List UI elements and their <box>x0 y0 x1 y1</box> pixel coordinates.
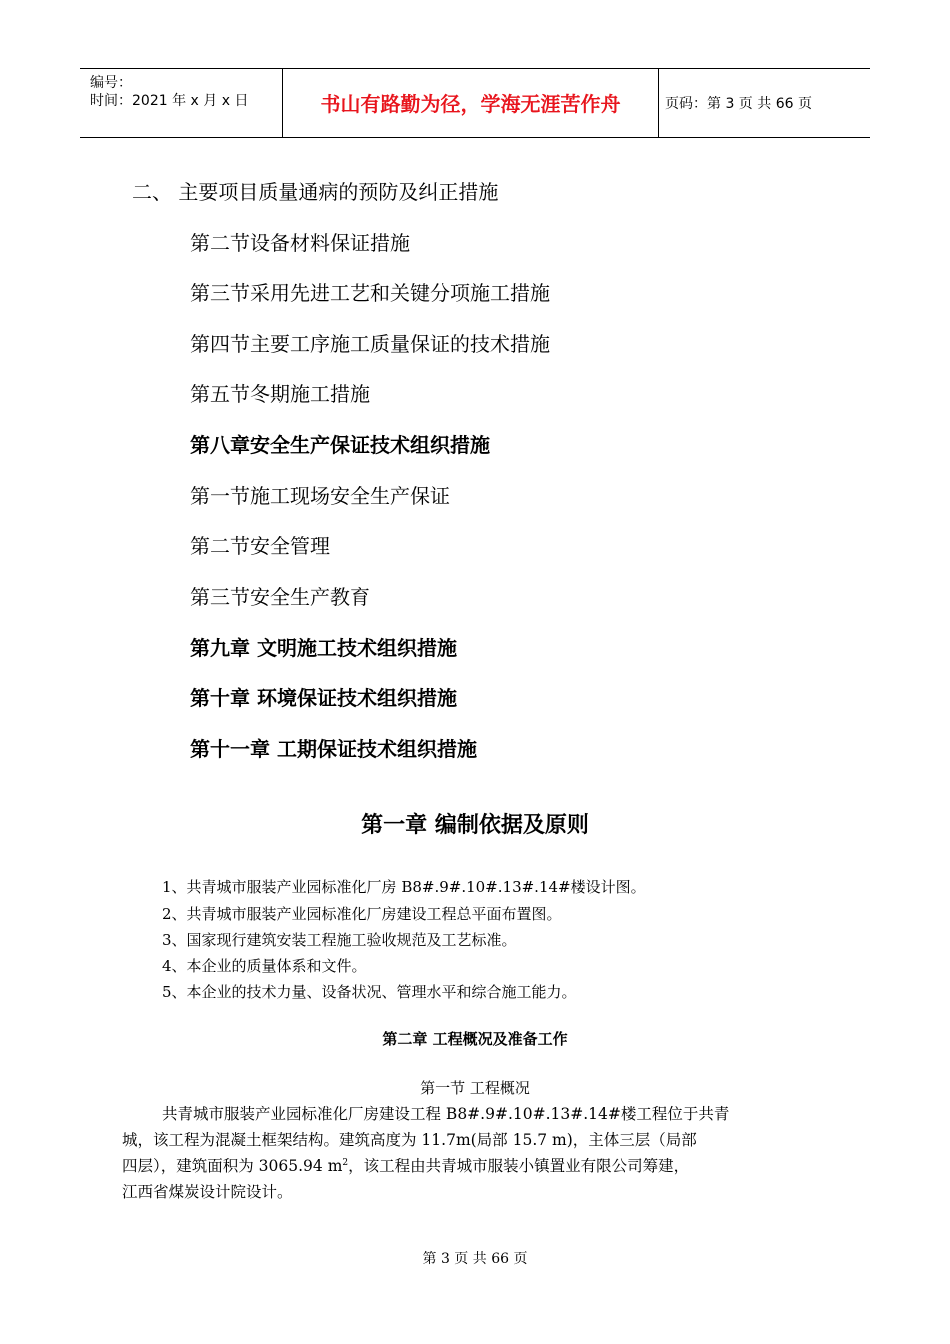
overview-line: 江西省煤炭设计院设计。 <box>122 1183 293 1201</box>
overview-line-part: ，该工程由共青城市服装小镇置业有限公司筹建， <box>348 1157 690 1175</box>
toc-chapter: 第十一章 工期保证技术组织措施 <box>190 737 477 761</box>
page-header <box>80 68 870 138</box>
toc-chapter: 第八章安全生产保证技术组织措施 <box>190 433 490 457</box>
overview-line: 共青城市服装产业园标准化厂房建设工程 B8#.9#.10#.13#.14#楼工程位于共青 <box>162 1105 730 1123</box>
chapter1-title: 第一章 编制依据及原则 <box>361 813 589 838</box>
superscript: 2 <box>342 1157 349 1168</box>
chapter2-title: 第二章 工程概况及准备工作 <box>382 1030 568 1048</box>
page-footer: 第 3 页 共 66 页 <box>422 1251 528 1267</box>
code-label: 编号： <box>90 75 132 91</box>
toc-item: 第五节冬期施工措施 <box>190 382 370 406</box>
motto-text: 书山有路勤为径，学海无涯苦作舟 <box>320 92 621 116</box>
overview-line: 城，该工程为混凝土框架结构。建筑高度为 11.7m(局部 15.7 m)，主体三层（局部 <box>122 1131 697 1149</box>
header-page-label: 页码：第 3 页 共 66 页 <box>665 96 812 112</box>
basis-item: 4、本企业的质量体系和文件。 <box>162 957 367 975</box>
toc-chapter: 第十章 环境保证技术组织措施 <box>190 686 457 710</box>
basis-item: 3、国家现行建筑安装工程施工验收规范及工艺标准。 <box>162 931 517 949</box>
header-meta-cell <box>80 69 283 137</box>
overview-line <box>122 1154 689 1176</box>
basis-item: 1、共青城市服装产业园标准化厂房 B8#.9#.10#.13#.14#楼设计图。 <box>162 878 646 896</box>
toc-item: 二、 主要项目质量通病的预防及纠正措施 <box>132 180 499 204</box>
section1-title: 第一节 工程概况 <box>420 1079 530 1097</box>
toc-item: 第一节施工现场安全生产保证 <box>190 484 450 508</box>
toc-item: 第四节主要工序施工质量保证的技术措施 <box>190 332 550 356</box>
overview-line-part: 四层），建筑面积为 3065.94 m <box>122 1157 343 1175</box>
time-label: 时间：2021 年 x 月 x 日 <box>90 93 249 109</box>
toc-item: 第三节采用先进工艺和关键分项施工措施 <box>190 281 550 305</box>
basis-item: 5、本企业的技术力量、设备状况、管理水平和综合施工能力。 <box>162 983 577 1001</box>
header-page-cell <box>659 69 870 137</box>
toc-item: 第二节安全管理 <box>190 534 330 558</box>
header-motto-cell <box>283 69 659 137</box>
toc-chapter: 第九章 文明施工技术组织措施 <box>190 636 457 660</box>
basis-item: 2、共青城市服装产业园标准化厂房建设工程总平面布置图。 <box>162 905 562 923</box>
toc-item: 第二节设备材料保证措施 <box>190 231 410 255</box>
toc-item: 第三节安全生产教育 <box>190 585 370 609</box>
